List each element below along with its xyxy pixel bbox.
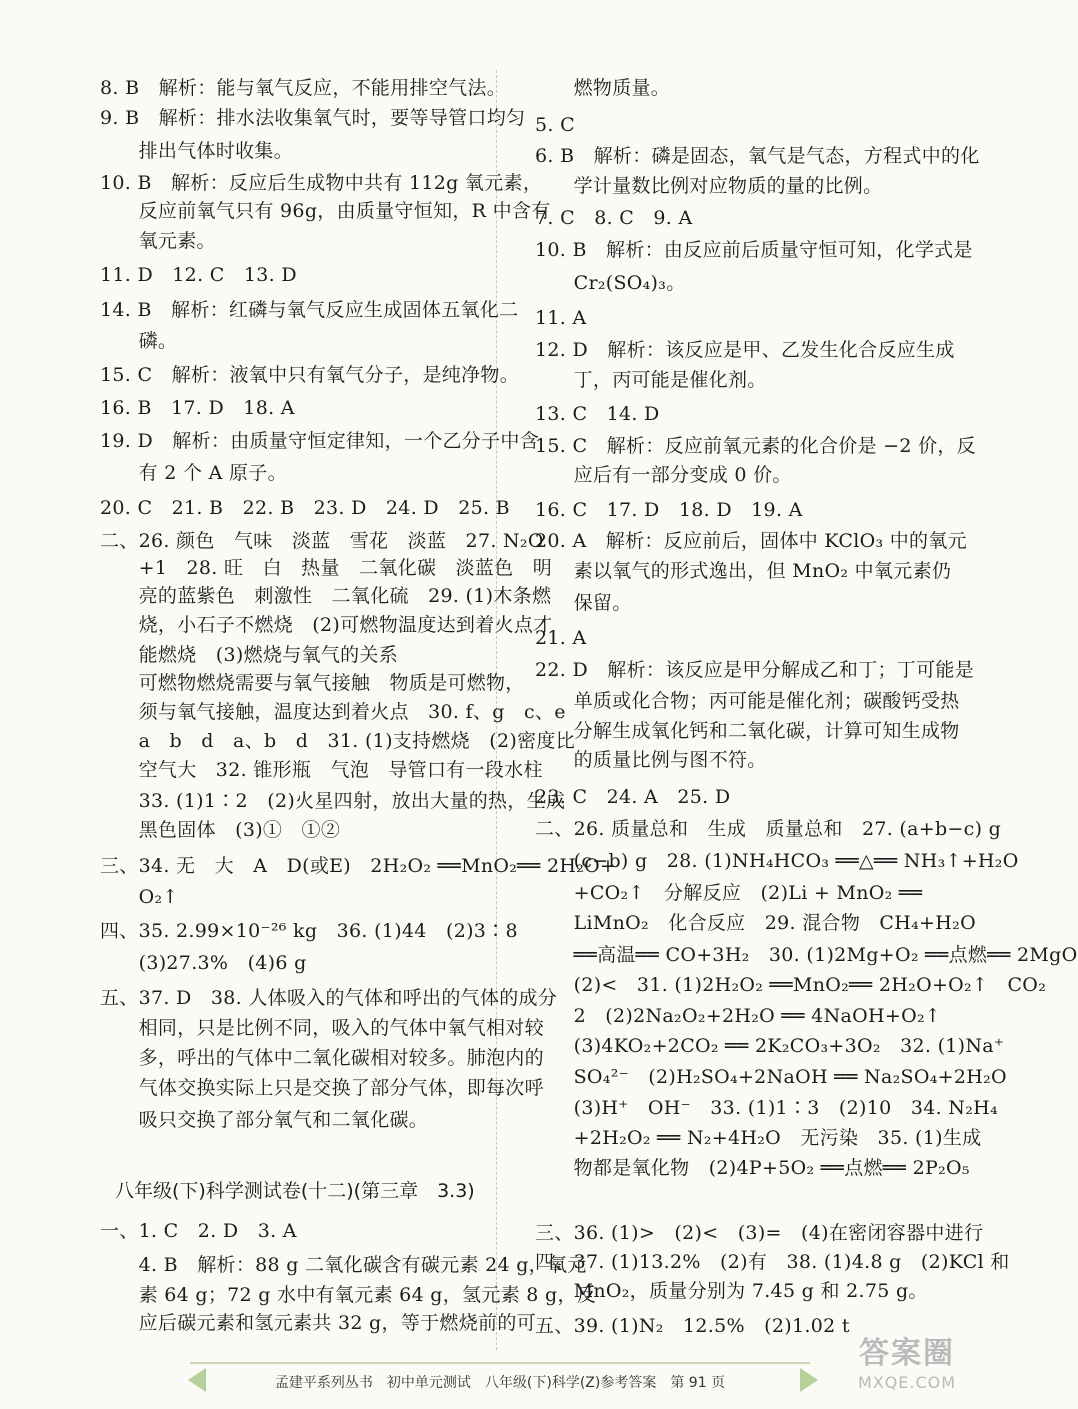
answer-line: 5. C <box>535 114 575 136</box>
answer-line: ══高温══ CO+3H₂ 30. (1)2Mg+O₂ ══点燃══ 2MgO <box>535 944 1078 966</box>
answer-line: 反应前氧气只有 96g，由质量守恒知，R 中含有 <box>100 200 551 222</box>
answer-line: 的质量比例与图不符。 <box>535 749 767 771</box>
page-footer <box>190 1362 810 1400</box>
answer-line: (2)< 31. (1)2H₂O₂ ══MnO₂══ 2H₂O+O₂↑ CO₂ <box>535 974 1047 996</box>
answer-line: 四、37. (1)13.2% (2)有 38. (1)4.8 g (2)KCl 和 <box>535 1251 1010 1273</box>
answer-line: 四、35. 2.99×10⁻²⁶ kg 36. (1)44 (2)3∶8 <box>100 920 518 942</box>
answer-line: 二、26. 颜色 气味 淡蓝 雪花 淡蓝 27. N₂O <box>100 530 544 552</box>
footer-text: 孟建平系列丛书 初中单元测试 八年级(下)科学(Z)参考答案 第 91 页 <box>274 1375 726 1391</box>
answer-line: 10. B 解析：由反应前后质量守恒可知，化学式是 <box>535 239 973 261</box>
answer-line: 排出气体时收集。 <box>100 140 294 162</box>
answer-line: 五、39. (1)N₂ 12.5% (2)1.02 t <box>535 1315 850 1337</box>
answer-line: 物都是氧化物 (2)4P+5O₂ ══点燃══ 2P₂O₅ <box>535 1157 970 1179</box>
answer-line: 丁，丙可能是催化剂。 <box>535 369 767 391</box>
answer-line: 11. D 12. C 13. D <box>100 264 297 286</box>
answer-line: 烧，小石子不燃烧 (2)可燃物温度达到着火点才 <box>100 614 553 636</box>
answer-line: 19. D 解析：由质量守恒定律知，一个乙分子中含 <box>100 430 539 452</box>
answer-line: Cr₂(SO₄)₃。 <box>535 272 686 294</box>
answer-line: +2H₂O₂ ══ N₂+4H₂O 无污染 35. (1)生成 <box>535 1127 982 1149</box>
answer-line: 三、36. (1)> (2)< (3)= (4)在密闭容器中进行 <box>535 1222 984 1244</box>
answer-line: 12. D 解析：该反应是甲、乙发生化合反应生成 <box>535 339 955 361</box>
answer-line: 须与氧气接触，温度达到着火点 30. f、g c、e <box>100 701 566 723</box>
answer-line: 有 2 个 A 原子。 <box>100 462 287 484</box>
answer-line: 学计量数比例对应物质的量的比例。 <box>535 175 883 197</box>
answer-line: O₂↑ <box>100 886 179 908</box>
answer-line: 素以氧气的形式逸出，但 MnO₂ 中氧元素仍 <box>535 560 952 582</box>
answer-line: 单质或化合物；丙可能是催化剂；碳酸钙受热 <box>535 690 960 712</box>
answer-line: 吸只交换了部分氧气和二氧化碳。 <box>100 1109 429 1131</box>
answer-line: 16. C 17. D 18. D 19. A <box>535 499 803 521</box>
answer-line: 应后碳元素和氢元素共 32 g，等于燃烧前的可 <box>100 1312 536 1334</box>
answer-line: 22. D 解析：该反应是甲分解成乙和丁；丁可能是 <box>535 659 974 681</box>
answer-line: 保留。 <box>535 592 632 614</box>
watermark-title: 答案圈 <box>859 1336 955 1371</box>
answer-line: a b d a、b d 31. (1)支持燃烧 (2)密度比 <box>100 730 575 752</box>
answer-line: 相同，只是比例不同，吸入的气体中氧气相对较 <box>100 1017 544 1039</box>
answer-line: 分解生成氧化钙和二氧化碳，计算可知生成物 <box>535 720 960 742</box>
answer-line: 三、34. 无 大 A D(或E) 2H₂O₂ ══MnO₂══ 2H₂O+ <box>100 855 617 877</box>
answer-line: 21. A <box>535 627 587 649</box>
answer-line: 7. C 8. C 9. A <box>535 207 693 229</box>
answer-line: 15. C 解析：液氧中只有氧气分子，是纯净物。 <box>100 364 519 386</box>
section-title: 八年级(下)科学测试卷(十二)(第三章 3.3) <box>115 1180 475 1202</box>
answer-line: (3)H⁺ OH⁻ 33. (1)1∶3 (2)10 34. N₂H₄ <box>535 1097 998 1119</box>
answer-line: 一、1. C 2. D 3. A <box>100 1220 297 1242</box>
answer-line: (c−b) g 28. (1)NH₄HCO₃ ══△══ NH₃↑+H₂O <box>535 850 1019 872</box>
answer-line: 20. C 21. B 22. B 23. D 24. D 25. B <box>100 497 510 519</box>
answer-line: 33. (1)1∶2 (2)火星四射，放出大量的热，生成 <box>100 790 566 812</box>
answer-line: 23. C 24. A 25. D <box>535 786 731 808</box>
watermark-url: MXQE.COM <box>857 1373 957 1392</box>
answer-line: 20. A 解析：反应前后，固体中 KClO₃ 中的氧元 <box>535 530 967 552</box>
answer-line: 6. B 解析：磷是固态，氧气是气态，方程式中的化 <box>535 145 980 167</box>
answer-line: 黑色固体 (3)① ①② <box>100 819 341 841</box>
answer-line: 11. A <box>535 307 587 329</box>
answer-line: 燃物质量。 <box>535 77 671 99</box>
answer-line: (3)4KO₂+2CO₂ ══ 2K₂CO₃+3O₂ 32. (1)Na⁺ <box>535 1035 1005 1057</box>
answer-line: 13. C 14. D <box>535 403 660 425</box>
answer-line: 2 (2)2Na₂O₂+2H₂O ══ 4NaOH+O₂↑ <box>535 1005 942 1027</box>
answer-line: 10. B 解析：反应后生成物中共有 112g 氧元素， <box>100 172 543 194</box>
answer-line: 素 64 g；72 g 水中有氧元素 64 g，氢元素 8 g，反 <box>100 1284 597 1306</box>
answer-line: SO₄²⁻ (2)H₂SO₄+2NaOH ══ Na₂SO₄+2H₂O <box>535 1066 1007 1088</box>
answer-line: 气体交换实际上只是交换了部分气体，即每次呼 <box>100 1077 544 1099</box>
answer-line: 五、37. D 38. 人体吸入的气体和呼出的气体的成分 <box>100 987 558 1009</box>
answer-line: 氧元素。 <box>100 230 216 252</box>
answer-line: 能燃烧 (3)燃烧与氧气的关系 <box>100 644 399 666</box>
answer-line: 15. C 解析：反应前氧元素的化合价是 −2 价，反 <box>535 435 976 457</box>
answer-line: 16. B 17. D 18. A <box>100 397 295 419</box>
answer-line: MnO₂，质量分别为 7.45 g 和 2.75 g。 <box>535 1280 928 1302</box>
answer-line: (3)27.3% (4)6 g <box>100 952 307 974</box>
answer-line: 多，呼出的气体中二氧化碳相对较多。肺泡内的 <box>100 1047 544 1069</box>
answer-line: 8. B 解析：能与氧气反应，不能用排空气法。 <box>100 77 507 99</box>
answer-line: 亮的蓝紫色 刺激性 二氧化硫 29. (1)木条燃 <box>100 585 552 607</box>
leaf-decoration-right <box>800 1368 818 1392</box>
answer-line: 二、26. 质量总和 生成 质量总和 27. (a+b−c) g <box>535 818 1002 840</box>
answer-line: 磷。 <box>100 330 178 352</box>
answer-line: 14. B 解析：红磷与氧气反应生成固体五氧化二 <box>100 299 519 321</box>
answer-line: 可燃物燃烧需要与氧气接触 物质是可燃物， <box>100 672 525 694</box>
watermark-logo <box>832 1335 982 1397</box>
answer-line: 空气大 32. 锥形瓶 气泡 导管口有一段水柱 <box>100 759 543 781</box>
answer-line: 4. B 解析：88 g 二氧化碳含有碳元素 24 g，氧元 <box>100 1254 587 1276</box>
answer-line: 9. B 解析：排水法收集氧气时，要等导管口均匀 <box>100 107 526 129</box>
answer-line: LiMnO₂ 化合反应 29. 混合物 CH₄+H₂O <box>535 912 976 934</box>
answer-line: +CO₂↑ 分解反应 (2)Li + MnO₂ ══ <box>535 882 923 904</box>
answer-line: 应后有一部分变成 0 价。 <box>535 464 792 486</box>
answer-line: +1 28. 旺 白 热量 二氧化碳 淡蓝色 明 <box>100 557 553 579</box>
